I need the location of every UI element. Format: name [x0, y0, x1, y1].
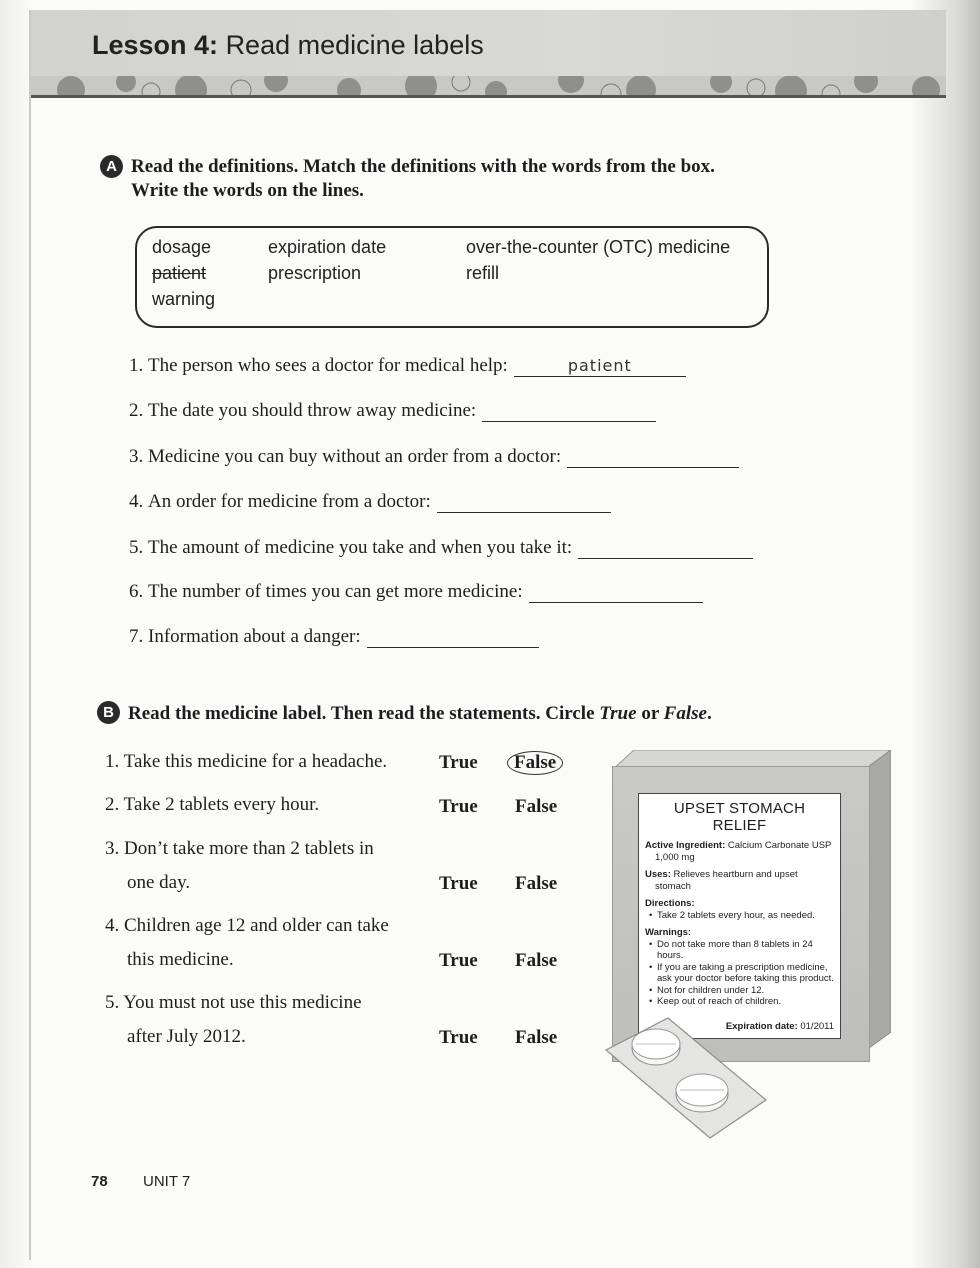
definition-text: The amount of medicine you take and when you take it: [148, 537, 573, 558]
word-option: over-the-counter (OTC) medicine [466, 237, 731, 257]
true-option[interactable]: True [439, 950, 478, 971]
decorative-dot-band [31, 76, 946, 98]
statement-item [105, 909, 389, 977]
directions-heading: Directions: [645, 898, 695, 909]
false-option[interactable]: False [515, 950, 558, 971]
page-right-shadow [910, 0, 980, 1268]
section-a-instruction-line2: Write the words on the lines. [131, 180, 364, 201]
definition-text: The number of times you can get more medicine: [148, 581, 523, 602]
page-number: 78 [91, 1173, 108, 1190]
definition-number: 4. [129, 491, 144, 512]
unit-label: UNIT 7 [143, 1173, 191, 1190]
warnings-heading: Warnings: [645, 926, 692, 938]
definition-number: 7. [129, 626, 144, 647]
statement-number: 2. [105, 794, 120, 815]
true-option[interactable]: True [439, 1027, 478, 1048]
word-option-crossed-out: patient [152, 263, 207, 283]
answer-line[interactable] [437, 493, 611, 513]
tablets-blister-pack [598, 1010, 768, 1140]
uses: Uses: Relieves heartburn and upset [645, 869, 798, 880]
word-option: prescription [268, 263, 362, 283]
answer-line[interactable] [482, 402, 656, 422]
statement-number: 5. [105, 992, 120, 1013]
definition-item [129, 626, 539, 648]
statement-text-continued: this medicine. [127, 949, 234, 970]
word-option: expiration date [268, 237, 387, 257]
definition-number: 6. [129, 581, 144, 602]
definition-number: 1. [129, 355, 144, 376]
definition-item [129, 581, 703, 603]
active-ingredient: Active Ingredient: Calcium Carbonate USP [645, 840, 832, 851]
word-option: refill [466, 263, 500, 283]
warning-item: • Not for children under 12. [645, 985, 834, 997]
expiration-date: Expiration date: 01/2011 [725, 1021, 834, 1032]
true-option[interactable]: True [439, 796, 478, 817]
section-b-badge: B [97, 701, 120, 724]
statement-text: Don’t take more than 2 tablets in [124, 838, 374, 859]
definition-number: 2. [129, 400, 144, 421]
definition-item [129, 355, 686, 377]
answer-line[interactable] [529, 583, 703, 603]
definition-item [129, 491, 611, 513]
false-option[interactable]: False [515, 1027, 558, 1048]
binding-rule [29, 10, 31, 1260]
false-option[interactable]: False [515, 796, 558, 817]
word-option: dosage [152, 237, 212, 257]
medicine-box-side [869, 750, 891, 1050]
medicine-label [638, 793, 841, 1039]
lesson-name: Read medicine labels [225, 30, 484, 60]
answer-line[interactable] [367, 628, 539, 648]
answer-line[interactable] [514, 357, 686, 377]
definition-text: An order for medicine from a doctor: [148, 491, 431, 512]
definition-text: Medicine you can buy without an order from a doctor: [148, 446, 562, 467]
statement-text-continued: after July 2012. [127, 1026, 246, 1047]
statement-text-continued: one day. [127, 872, 191, 893]
definition-text: The date you should throw away medicine: [148, 400, 477, 421]
section-a-instruction-line1: Read the definitions. Match the definitions with the words from the box. [131, 156, 715, 177]
lesson-label: Lesson 4: [92, 30, 219, 60]
statement-text: You must not use this medicine [123, 992, 362, 1013]
active-ingredient-dose: 1,000 mg [655, 852, 695, 863]
false-option[interactable]: False [515, 873, 558, 894]
statement-text: Take this medicine for a headache. [123, 751, 388, 772]
warning-item: • If you are taking a prescription medicine, ask your doctor before taking this product. [645, 962, 834, 985]
statement-number: 3. [105, 838, 120, 859]
true-option[interactable]: True [439, 873, 478, 894]
definition-number: 5. [129, 537, 144, 558]
statement-text: Children age 12 and older can take [124, 915, 389, 936]
definition-number: 3. [129, 446, 144, 467]
statement-text: Take 2 tablets every hour. [123, 794, 320, 815]
handwritten-answer: patient [567, 356, 632, 375]
medicine-label-title: UPSET STOMACH RELIEF [673, 800, 806, 834]
section-a-badge: A [100, 155, 123, 178]
answer-line[interactable] [567, 448, 739, 468]
statement-number: 4. [105, 915, 120, 936]
definition-text: The person who sees a doctor for medical help: [148, 355, 508, 376]
statement-item [105, 832, 374, 900]
answer-line[interactable] [578, 539, 753, 559]
definition-item [129, 446, 739, 468]
false-option-circled[interactable]: False [507, 751, 563, 775]
word-option: warning [152, 289, 216, 309]
direction-item: • Take 2 tablets every hour, as needed. [645, 910, 834, 922]
statement-item [105, 788, 319, 822]
lesson-title [92, 30, 484, 61]
statement-item [105, 986, 362, 1054]
statement-item [105, 745, 387, 779]
uses-continued: stomach [655, 881, 691, 892]
statement-number: 1. [105, 751, 120, 772]
definition-text: Information about a danger: [148, 626, 361, 647]
warning-item: • Keep out of reach of children. [645, 996, 834, 1008]
warning-item: • Do not take more than 8 tablets in 24 hours. [645, 939, 834, 962]
true-option[interactable]: True [439, 752, 478, 773]
section-b-instruction: Read the medicine label. Then read the statements. Circle True or False. [128, 703, 712, 724]
definition-item [129, 400, 656, 422]
definition-item [129, 537, 753, 559]
